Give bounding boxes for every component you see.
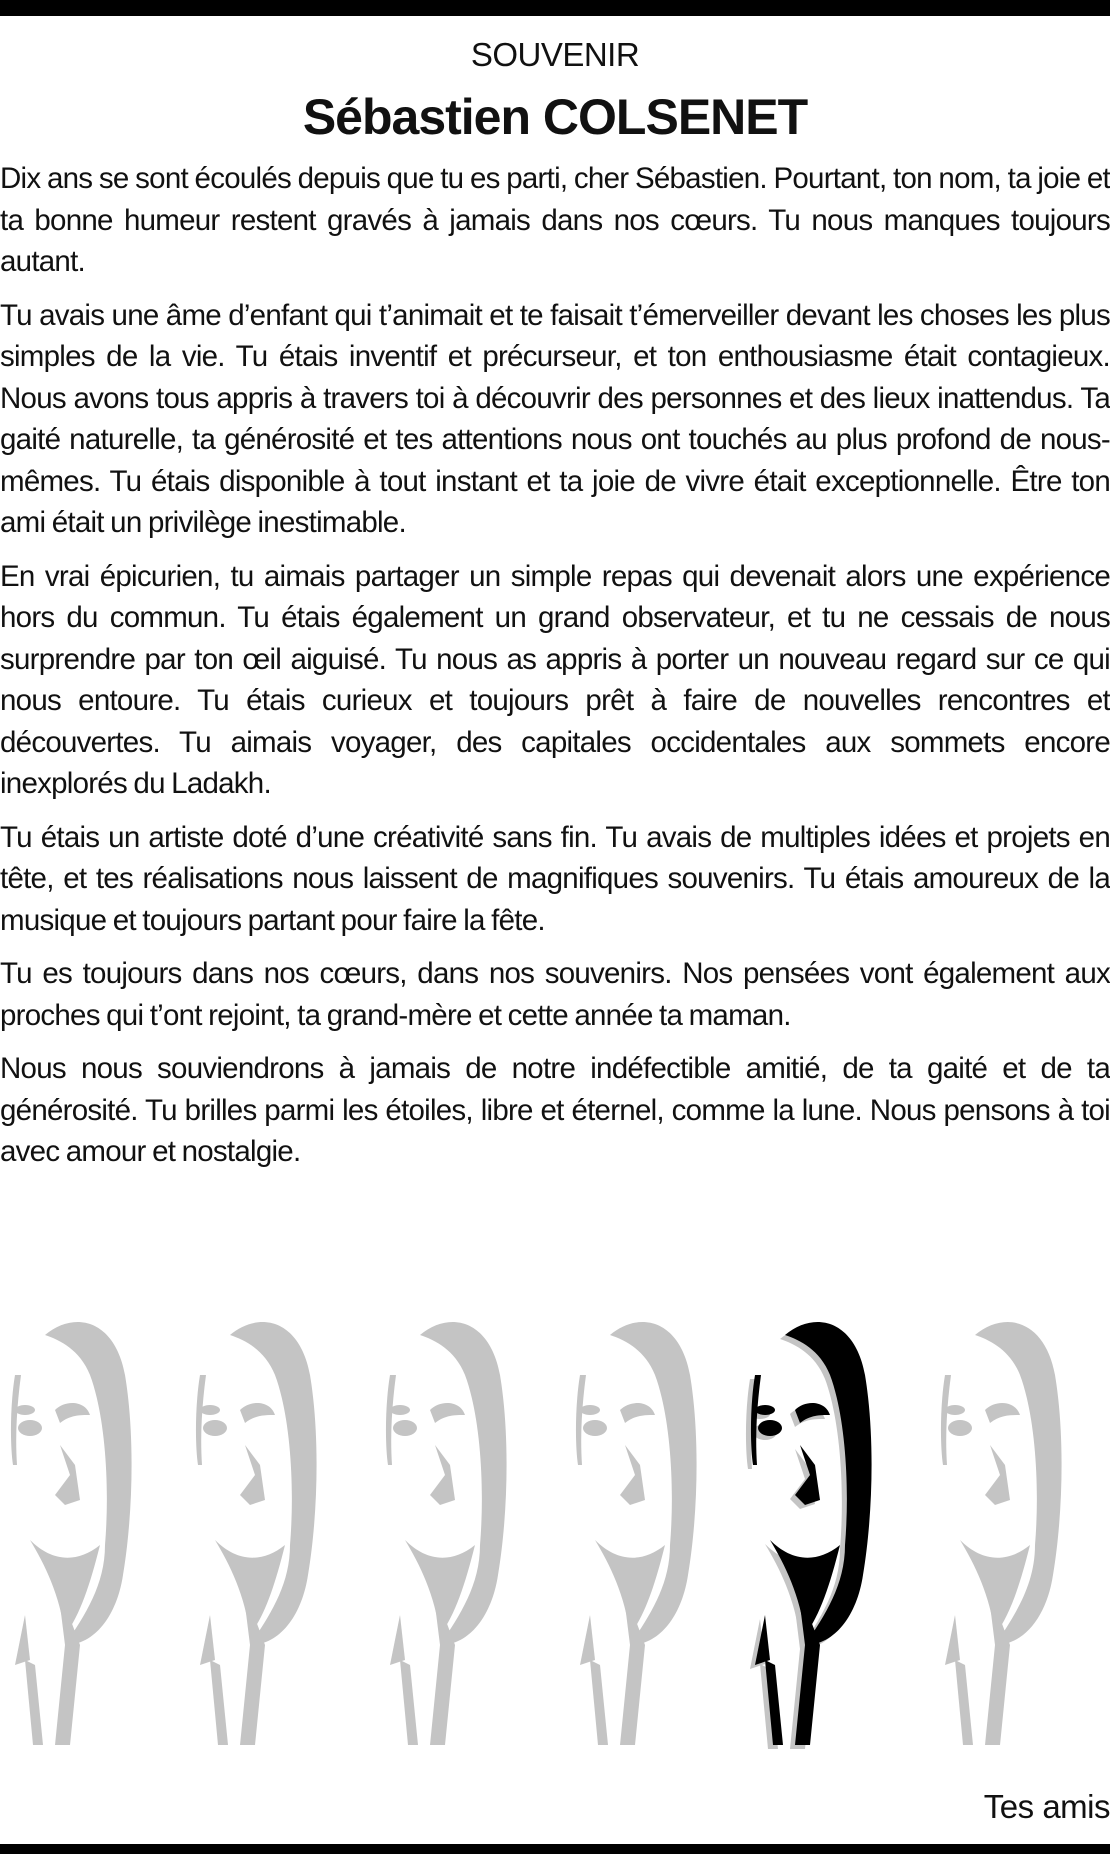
portrait-faded <box>576 1322 697 1745</box>
portrait-faded <box>941 1322 1062 1745</box>
portrait-faded <box>386 1322 507 1745</box>
paragraph: Dix ans se sont écoulés depuis que tu es parti, cher Sébastien. Pourtant, ton nom, ta joie et ta bonne humeur restent gravés à jamais dans nos cœurs. Tu nous manques toujours autant. <box>0 162 1110 278</box>
notice-kicker: SOUVENIR <box>470 36 640 73</box>
notice-body <box>0 158 1110 1185</box>
paragraph: En vrai épicurien, tu aimais partager un simple repas qui devenait alors une expérience hors du commun. Tu étais également un grand observateur, et tu ne cessais de nous surprendre par ton œil aiguisé. Tu nous as appris à porter un nouveau regard sur ce qui nous entoure. Tu étais curieux et toujours prêt à faire de nouvelles rencontres et découvertes. Tu aimais voyager, des capitales occidentales aux sommets encore inexplorés du Ladakh. <box>0 559 1110 800</box>
portrait-highlighted <box>746 1322 872 1749</box>
paragraph: Nous nous souviendrons à jamais de notre indéfectible amitié, de ta gaité et de ta générosité. Tu brilles parmi les étoiles, libre et éternel, comme la lune. Nous pensons à toi avec amour et nostalgie. <box>0 1052 1110 1168</box>
paragraph: Tu étais un artiste doté d’une créativité sans fin. Tu avais de multiples idées et projets en tête, et tes réalisations nous laissent de magnifiques souvenirs. Tu étais amoureux de la musique et toujours partant pour faire la fête. <box>0 820 1110 937</box>
paragraph: Tu es toujours dans nos cœurs, dans nos souvenirs. Nos pensées vont également aux proches qui t’ont rejoint, ta grand-mère et cette année ta maman. <box>0 957 1110 1032</box>
paragraph: Tu avais une âme d’enfant qui t’animait et te faisait t’émerveiller devant les choses les plus simples de la vie. Tu étais inventif et précurseur, et ton enthousiasme était contagieux. Nous avons tous appris à travers toi à découvrir des personnes et des lieux inattendus. Ta gaité naturelle, ta générosité et tes attentions nous ont touchés au plus profond de nous-mêmes. Tu étais disponible à tout instant et ta joie de vivre était exceptionnelle. Être ton ami était un privilège inestimable. <box>0 298 1110 539</box>
bottom-rule <box>0 1844 1110 1854</box>
signature: Tes amis <box>983 1788 1110 1825</box>
portrait-faded <box>196 1322 317 1745</box>
deceased-name: Sébastien COLSENET <box>302 89 808 145</box>
portrait-faded <box>11 1322 132 1745</box>
portrait-row <box>0 1305 1110 1765</box>
top-rule <box>0 0 1110 16</box>
